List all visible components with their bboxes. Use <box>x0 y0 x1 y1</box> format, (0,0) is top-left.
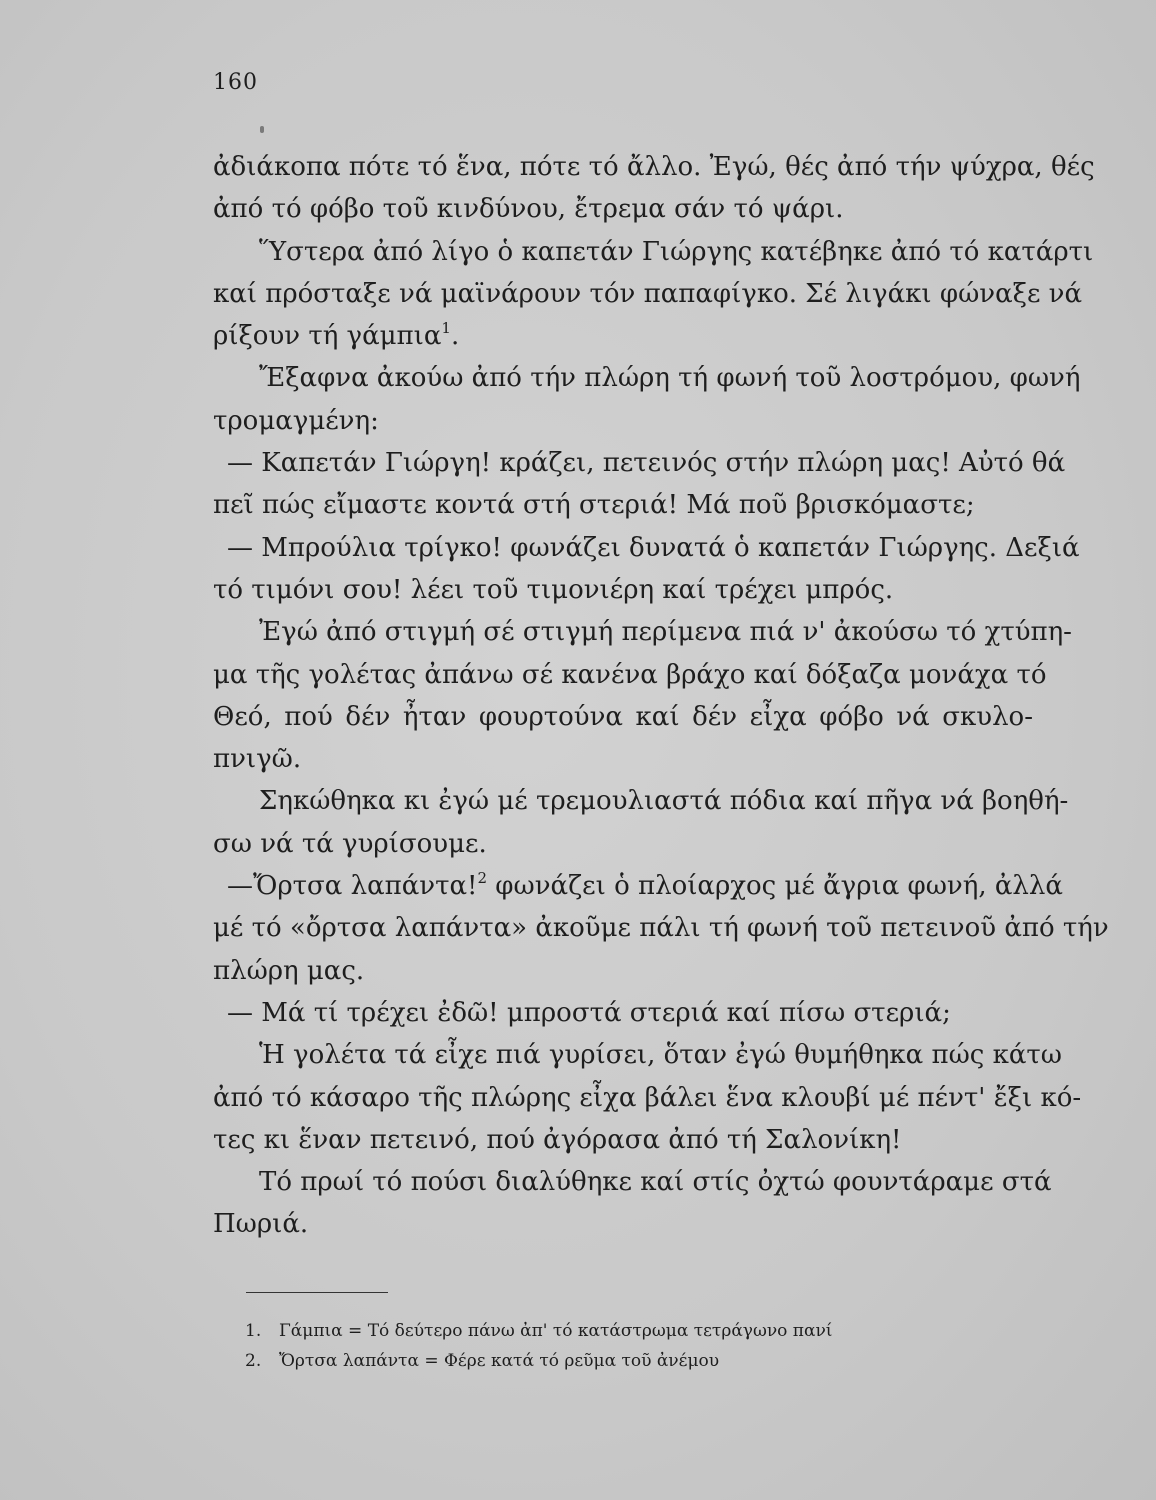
text-line: — Μπρούλια τρίγκο! φωνάζει δυνατά ὁ καπετάν Γιώργης. Δεξιά <box>227 532 1080 563</box>
text-line: μα τῆς γολέτας ἀπάνω σέ κανένα βράχο καί δόξαζα μονάχα τό <box>213 659 1047 690</box>
text-line: ἀπό τό κάσαρο τῆς πλώρης εἶχα βάλει ἕνα κλουβί μέ πέντ' ἔξι κό- <box>213 1082 1082 1113</box>
text-line-with-ref <box>213 865 1063 907</box>
text-line: τες κι ἕναν πετεινό, πού ἀγόρασα ἀπό τή Σαλονίκη! <box>213 1124 902 1155</box>
text-segment: φωνάζει ὁ πλοίαρχος μέ ἄγρια φωνή, ἀλλά <box>495 871 1063 902</box>
footnote-ref-1: 1 <box>441 319 451 338</box>
page-number: 160 <box>213 70 258 95</box>
footnote <box>245 1346 945 1376</box>
text-line: Θεό, πού δέν ἦταν φουρτούνα καί δέν εἶχα φόβο νά σκυλο- <box>213 701 1033 732</box>
text-line: Πωριά. <box>213 1209 309 1240</box>
text-line: Ἐγώ ἀπό στιγμή σέ στιγμή περίμενα πιά ν' ἀκούσω τό χτύπη- <box>259 617 1072 648</box>
text-line: μέ τό «ὄρτσα λαπάντα» ἀκοῦμε πάλι τή φωνή τοῦ πετεινοῦ ἀπό τήν <box>213 913 1109 944</box>
text-line: Ὕστερα ἀπό λίγο ὁ καπετάν Γιώργης κατέβηκε ἀπό τό κατάρτι <box>259 236 1094 267</box>
text-line: Τό πρωί τό πούσι διαλύθηκε καί στίς ὀχτώ φουντάραμε στά <box>259 1167 1052 1198</box>
footnotes <box>245 1316 945 1376</box>
text-line: Ἔξαφνα ἀκούω ἀπό τήν πλώρη τή φωνή τοῦ λοστρόμου, φωνή <box>259 363 1081 394</box>
footnote-divider <box>246 1292 388 1293</box>
text-line: ἀδιάκοπα πότε τό ἕνα, πότε τό ἄλλο. Ἐγώ, θές ἀπό τήν ψύχρα, θές <box>213 152 1095 182</box>
text-line: πλώρη μας. <box>213 955 365 986</box>
body-text <box>213 146 1109 1246</box>
text-line: — Καπετάν Γιώργη! κράζει, πετεινός στήν πλώρη μας! Αὐτό θά <box>227 448 1066 479</box>
text-line: καί πρόσταξε νά μαϊνάρουν τόν παπαφίγκο. Σέ λιγάκι φώναξε νά <box>213 278 1083 309</box>
footnote-text: Ὄρτσα λαπάντα = Φέρε κατά τό ρεῦμα τοῦ ἀνέμου <box>279 1351 720 1371</box>
text-line: τό τιμόνι σου! λέει τοῦ τιμονιέρη καί τρέχει μπρός. <box>213 574 894 605</box>
text-line: πνιγῶ. <box>213 744 302 775</box>
footnote <box>245 1316 945 1346</box>
text-segment: . <box>450 321 460 352</box>
text-line: Σηκώθηκα κι ἐγώ μέ τρεμουλιαστά πόδια καί πῆγα νά βοηθή- <box>259 786 1069 817</box>
ink-speck <box>260 126 264 133</box>
text-line: πεῖ πώς εἴμαστε κοντά στή στεριά! Μά ποῦ βρισκόμαστε; <box>213 490 975 521</box>
footnote-number: 2. <box>245 1351 262 1371</box>
footnote-ref-2: 2 <box>477 869 488 888</box>
text-line-with-ref <box>213 315 1033 357</box>
text-line: ἀπό τό φόβο τοῦ κινδύνου, ἔτρεμα σάν τό ψάρι. <box>213 194 844 225</box>
text-segment: —Ὄρτσα λαπάντα! <box>227 871 478 902</box>
footnote-text: Γάμπια = Τό δεύτερο πάνω ἀπ' τό κατάστρωμα τετράγωνο πανί <box>279 1321 833 1341</box>
text-line: Ἡ γολέτα τά εἶχε πιά γυρίσει, ὅταν ἐγώ θυμήθηκα πώς κάτω <box>259 1040 1063 1071</box>
footnote-number: 1. <box>245 1321 262 1341</box>
text-segment: ρίξουν τή γάμπια <box>213 321 442 352</box>
text-line: σω νά τά γυρίσουμε. <box>213 828 487 859</box>
text-line: — Μά τί τρέχει ἐδῶ! μπροστά στεριά καί πίσω στεριά; <box>227 997 951 1028</box>
text-line: τρομαγμένη: <box>213 405 379 436</box>
